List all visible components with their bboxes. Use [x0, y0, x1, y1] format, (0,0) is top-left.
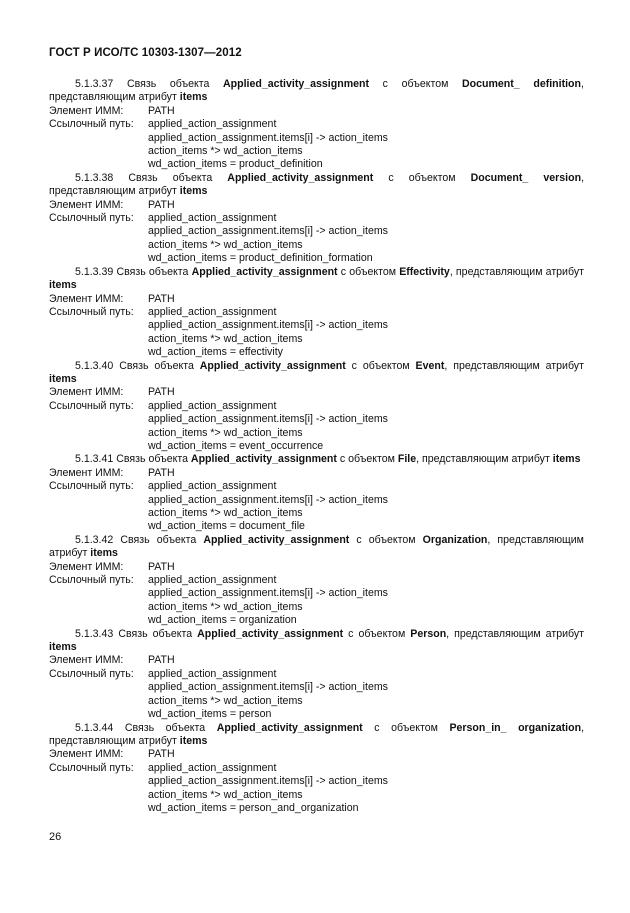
path-row: [49, 480, 584, 493]
element-value: PATH: [148, 292, 175, 305]
heading-post: , представляющим атрибут: [49, 78, 584, 104]
section-number: 5.1.3.41: [75, 453, 114, 466]
document-body: [49, 78, 584, 815]
element-value: PATH: [148, 748, 175, 761]
element-row: [49, 467, 584, 480]
section-5.1.3.38: [49, 172, 584, 266]
path-line: applied_action_assignment.items[i] -> action_items: [148, 681, 388, 694]
heading-pre: Связь объекта: [116, 265, 189, 278]
heading-post: , представляющим атрибут: [446, 627, 584, 640]
page-header: ГОСТ Р ИСО/ТС 10303-1307—2012: [49, 47, 242, 59]
heading-mid: с объектом: [382, 78, 449, 90]
heading-pre: Связь объекта: [119, 359, 194, 372]
entity-name: Applied_activity_assignment: [223, 78, 370, 90]
section-number: 5.1.3.44: [75, 721, 114, 734]
path-row: [49, 118, 584, 131]
heading-pre: Связь объекта: [118, 627, 193, 640]
path-line: action_items *> wd_action_items: [148, 694, 303, 707]
heading-post: , представляющим атрибут: [49, 171, 585, 198]
heading-post: , представляющим атрибут: [49, 533, 584, 560]
path-first-line: applied_action_assignment: [148, 480, 277, 493]
path-line: wd_action_items = organization: [148, 614, 297, 627]
heading-pre: Связь объекта: [128, 171, 213, 184]
heading-pre: Связь объекта: [116, 453, 188, 466]
path-line: action_items *> wd_action_items: [148, 332, 303, 345]
section-heading: [49, 360, 584, 387]
element-value: PATH: [148, 466, 175, 479]
path-line: wd_action_items = event_occurrence: [148, 439, 324, 452]
path-line: wd_action_items = document_file: [148, 520, 305, 533]
element-label: Элемент ИММ:: [49, 654, 124, 667]
section-heading: [49, 172, 584, 199]
attribute-name: items: [49, 641, 77, 654]
element-value: PATH: [148, 198, 175, 211]
element-row: [49, 105, 584, 118]
element-value: PATH: [148, 560, 175, 573]
path-label: Ссылочный путь:: [49, 305, 134, 318]
heading-post: , представляющим атрибут: [49, 721, 585, 747]
attribute-name: items: [179, 185, 208, 198]
section-5.1.3.39: [49, 266, 584, 360]
heading-post: , представляющим атрибут: [416, 453, 550, 466]
attribute-name: items: [179, 734, 208, 747]
heading-pre: Связь объекта: [126, 78, 210, 90]
path-line: applied_action_assignment.items[i] -> action_items: [148, 775, 388, 788]
path-line: wd_action_items = product_definition: [148, 158, 323, 171]
entity-name: Applied_activity_assignment: [197, 627, 344, 640]
path-first-line: applied_action_assignment: [148, 761, 277, 774]
path-line: wd_action_items = effectivity: [148, 346, 283, 359]
path-label: Ссылочный путь:: [49, 399, 134, 412]
target-entity: Effectivity: [399, 265, 450, 278]
path-first-line: applied_action_assignment: [148, 118, 277, 131]
section-5.1.3.40: [49, 360, 584, 454]
path-row: [49, 574, 584, 587]
section-number: 5.1.3.43: [75, 627, 114, 640]
path-line: action_items *> wd_action_items: [148, 145, 303, 158]
target-entity: Organization: [422, 533, 488, 546]
attribute-name: items: [90, 547, 118, 560]
target-entity: Document_ version: [470, 171, 582, 184]
heading-pre: Связь объекта: [120, 533, 197, 546]
path-first-line: applied_action_assignment: [148, 399, 277, 412]
element-row: [49, 654, 584, 667]
path-line: applied_action_assignment.items[i] -> action_items: [148, 493, 388, 506]
heading-mid: с объектом: [348, 627, 406, 640]
heading-mid: с объектом: [388, 171, 456, 184]
attribute-name: items: [49, 372, 77, 385]
heading-post: , представляющим атрибут: [444, 359, 584, 372]
target-entity: Document_ definition: [462, 78, 582, 90]
path-row: [49, 668, 584, 681]
attribute-name: items: [49, 279, 77, 292]
path-first-line: applied_action_assignment: [148, 212, 277, 225]
element-row: [49, 386, 584, 399]
section-heading: [49, 78, 584, 105]
target-entity: File: [397, 453, 417, 466]
path-line: applied_action_assignment.items[i] -> action_items: [148, 131, 388, 144]
element-label: Элемент ИММ:: [49, 386, 124, 399]
entity-name: Applied_activity_assignment: [203, 533, 350, 546]
heading-mid: с объектом: [374, 721, 438, 734]
path-label: Ссылочный путь:: [49, 212, 134, 225]
path-line: action_items *> wd_action_items: [148, 238, 303, 251]
element-value: PATH: [148, 104, 175, 117]
path-label: Ссылочный путь:: [49, 480, 134, 493]
entity-name: Applied_activity_assignment: [191, 265, 338, 278]
path-line: wd_action_items = person_and_organization: [148, 801, 359, 814]
path-line: wd_action_items = person: [148, 708, 272, 721]
path-row: [49, 400, 584, 413]
section-number: 5.1.3.39: [75, 265, 114, 278]
path-line: action_items *> wd_action_items: [148, 507, 303, 519]
element-label: Элемент ИММ:: [49, 104, 124, 117]
element-row: [49, 293, 584, 306]
path-line: applied_action_assignment.items[i] -> action_items: [148, 319, 388, 332]
path-first-line: applied_action_assignment: [148, 574, 277, 587]
path-line: applied_action_assignment.items[i] -> action_items: [148, 587, 388, 600]
heading-mid: с объектом: [340, 265, 397, 278]
path-line: applied_action_assignment.items[i] -> action_items: [148, 225, 388, 238]
heading-post: , представляющим атрибут: [449, 265, 584, 278]
heading-mid: с объектом: [339, 453, 395, 466]
path-label: Ссылочный путь:: [49, 761, 134, 774]
path-line: action_items *> wd_action_items: [148, 788, 303, 801]
path-label: Ссылочный путь:: [49, 118, 134, 131]
path-line: action_items *> wd_action_items: [148, 600, 303, 613]
element-label: Элемент ИММ:: [49, 560, 124, 573]
section-5.1.3.37: [49, 78, 584, 172]
section-heading: [49, 453, 584, 466]
element-row: [49, 748, 584, 761]
path-first-line: applied_action_assignment: [148, 667, 277, 680]
path-row: [49, 306, 584, 319]
section-number: 5.1.3.37: [75, 78, 114, 90]
section-number: 5.1.3.42: [75, 533, 114, 546]
heading-mid: с объектом: [356, 533, 416, 546]
section-5.1.3.43: [49, 628, 584, 722]
target-entity: Event: [415, 359, 445, 372]
path-label: Ссылочный путь:: [49, 667, 134, 680]
section-5.1.3.42: [49, 534, 584, 628]
path-line: wd_action_items = product_definition_formation: [148, 252, 373, 265]
page-number: 26: [49, 831, 62, 843]
section-heading: [49, 534, 584, 561]
attribute-name: items: [552, 453, 581, 466]
element-row: [49, 561, 584, 574]
section-heading: [49, 266, 584, 293]
path-row: [49, 212, 584, 225]
element-row: [49, 199, 584, 212]
section-5.1.3.44: [49, 722, 584, 816]
section-5.1.3.41: [49, 453, 584, 533]
element-label: Элемент ИММ:: [49, 292, 124, 305]
path-label: Ссылочный путь:: [49, 574, 134, 587]
target-entity: Person: [410, 627, 447, 640]
heading-mid: с объектом: [351, 359, 410, 372]
entity-name: Applied_activity_assignment: [227, 171, 374, 184]
element-value: PATH: [148, 386, 175, 399]
entity-name: Applied_activity_assignment: [190, 453, 337, 466]
section-number: 5.1.3.40: [75, 359, 114, 372]
path-first-line: applied_action_assignment: [148, 305, 277, 318]
section-heading: [49, 722, 584, 749]
element-label: Элемент ИММ:: [49, 748, 124, 761]
element-value: PATH: [148, 654, 175, 667]
entity-name: Applied_activity_assignment: [216, 721, 363, 734]
attribute-name: items: [179, 91, 208, 104]
path-line: applied_action_assignment.items[i] -> action_items: [148, 413, 388, 426]
path-row: [49, 762, 584, 775]
element-label: Элемент ИММ:: [49, 198, 124, 211]
section-heading: [49, 628, 584, 655]
target-entity: Person_in_ organization: [449, 721, 582, 734]
entity-name: Applied_activity_assignment: [199, 359, 346, 372]
section-number: 5.1.3.38: [75, 171, 114, 184]
element-label: Элемент ИММ:: [49, 466, 124, 479]
path-line: action_items *> wd_action_items: [148, 426, 303, 439]
heading-pre: Связь объекта: [124, 721, 206, 734]
